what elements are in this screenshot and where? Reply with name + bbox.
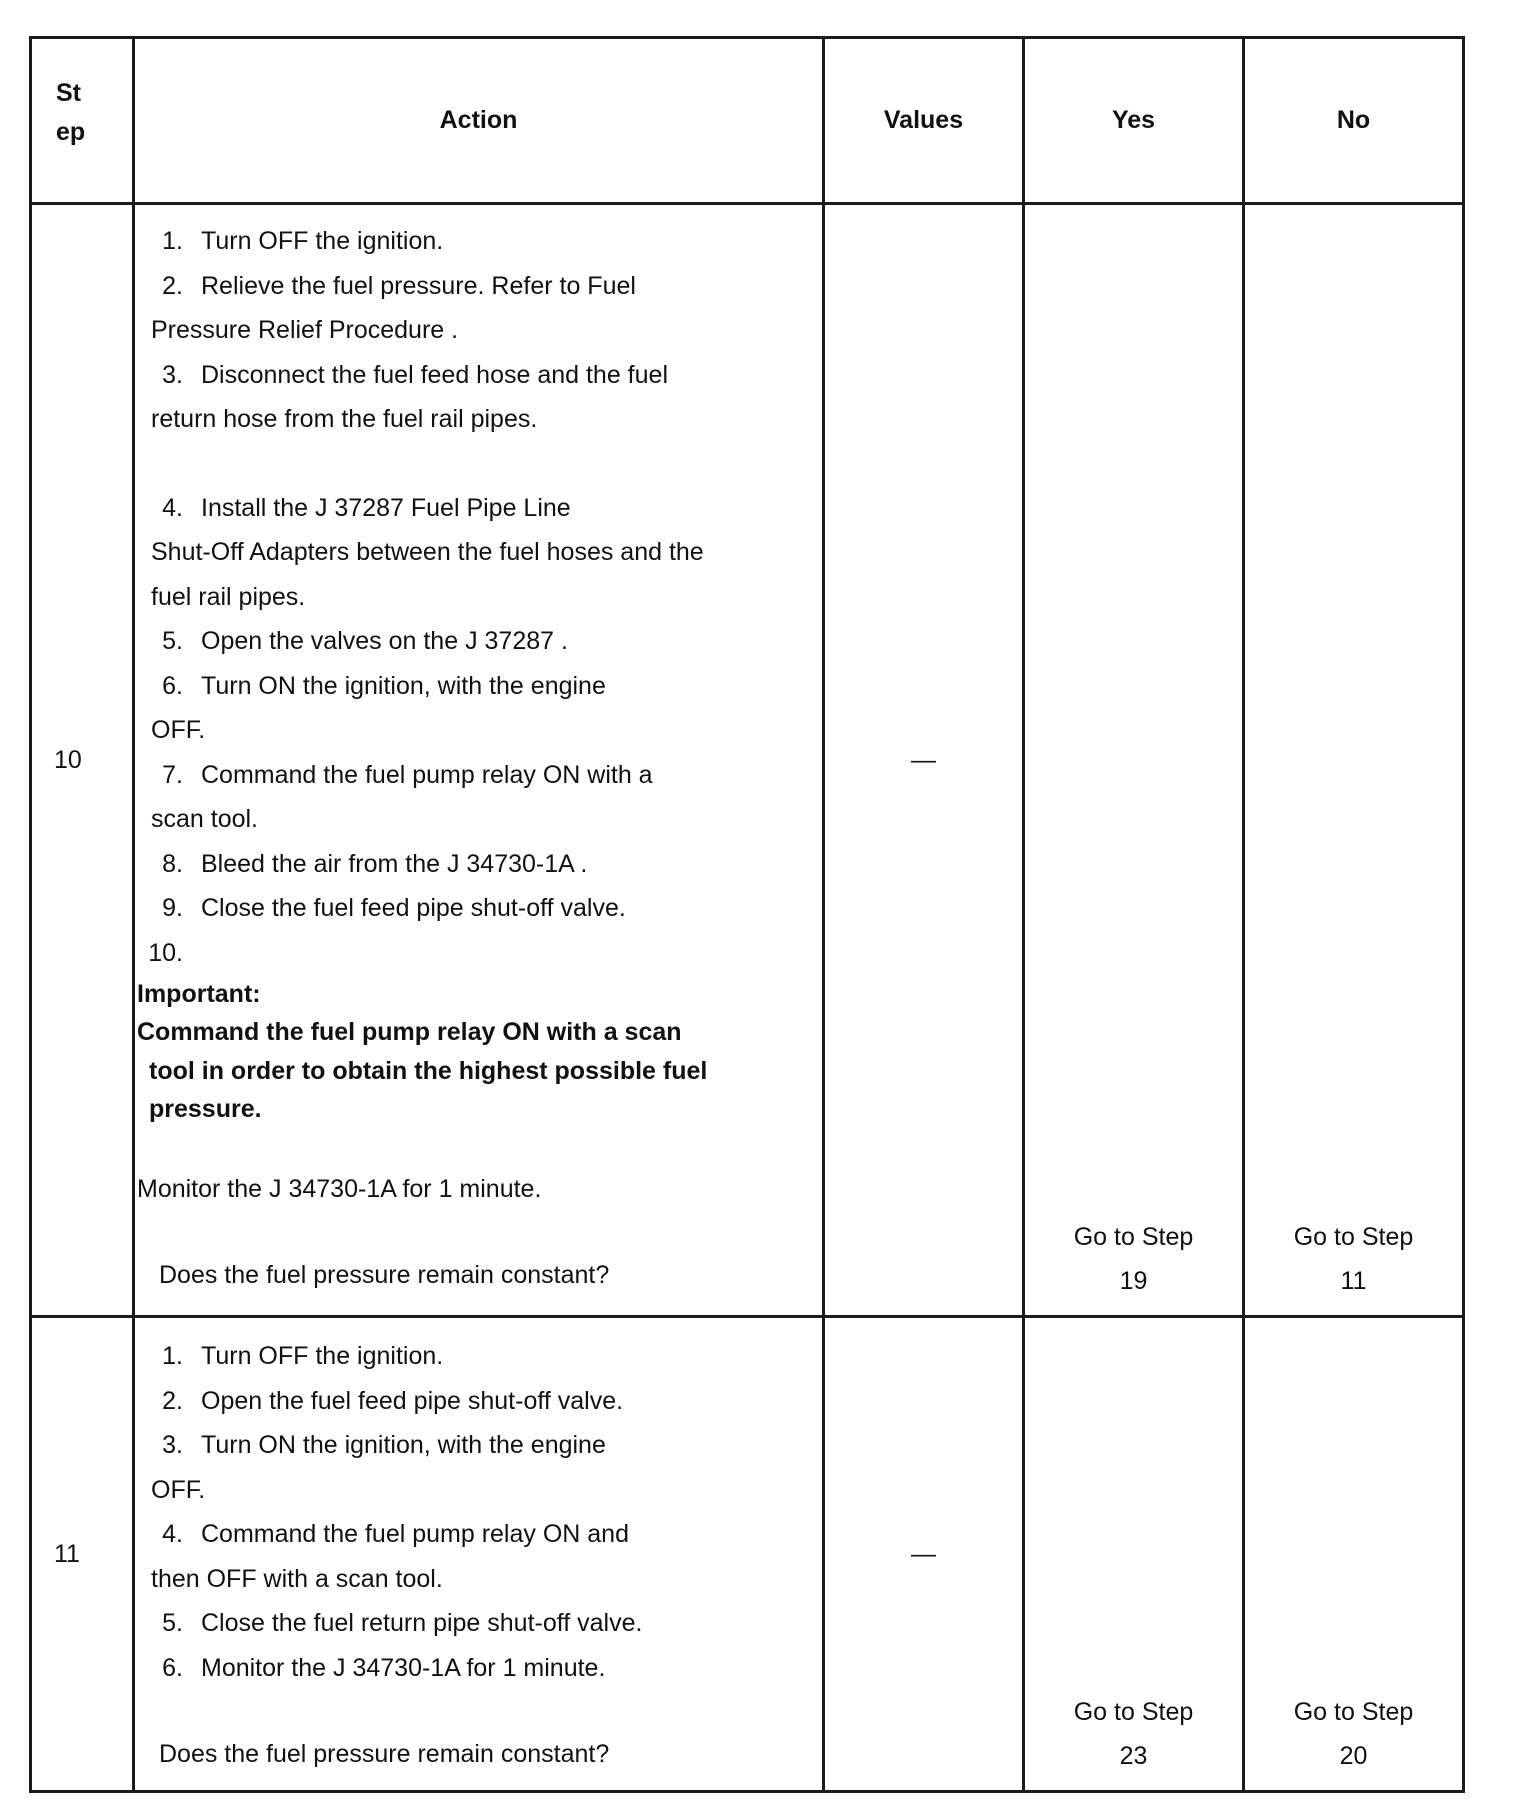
action-item: 4. Command the fuel pump relay ON and <box>162 1520 629 1548</box>
action-item: 1. Turn OFF the ignition. <box>162 227 444 255</box>
action-item: 8. Bleed the air from the J 34730-1A . <box>162 849 588 878</box>
action-item: 7. Command the fuel pump relay ON with a <box>162 760 653 789</box>
action-item: 2. Relieve the fuel pressure. Refer to Fuel <box>162 271 636 300</box>
action-item: 10. <box>148 938 183 967</box>
action-item: 1. Turn OFF the ignition. <box>162 1342 444 1370</box>
step-number: 10 <box>31 204 134 1317</box>
action-item: 2. Open the fuel feed pipe shut-off valve. <box>162 1386 624 1415</box>
question-text: Does the fuel pressure remain constant? <box>159 1740 610 1768</box>
table-row-step-10 <box>31 204 1464 1317</box>
yes-goto: Go to Step 23 <box>1024 1317 1244 1792</box>
action-item: 5. Open the valves on the J 37287 . <box>162 627 568 655</box>
action-item: 9. Close the fuel feed pipe shut-off valve. <box>162 894 626 922</box>
values-cell: — <box>824 1317 1024 1792</box>
no-goto: Go to Step 20 <box>1244 1317 1464 1792</box>
action-cell <box>134 1317 824 1792</box>
action-item-continuation: return hose from the fuel rail pipes. <box>151 405 538 433</box>
action-item: 6. Monitor the J 34730-1A for 1 minute. <box>162 1653 606 1682</box>
action-item: 3. Disconnect the fuel feed hose and the fuel <box>162 360 668 389</box>
question-text: Does the fuel pressure remain constant? <box>159 1260 610 1289</box>
important-note: Command the fuel pump relay ON with a scan tool in order to obtain the highest possible fuel pressure. <box>137 1018 708 1123</box>
step-number: 11 <box>31 1317 134 1792</box>
diagnostic-table <box>29 36 1465 1793</box>
yes-goto: Go to Step 19 <box>1024 204 1244 1317</box>
action-item-continuation: then OFF with a scan tool. <box>151 1564 443 1593</box>
values-cell: — <box>824 204 1024 1317</box>
header-no: No <box>1244 38 1464 204</box>
header-action: Action <box>134 38 824 204</box>
action-item: 6. Turn ON the ignition, with the engine <box>162 671 606 700</box>
header-step-line1: St <box>56 78 81 107</box>
action-item-continuation: fuel rail pipes. <box>151 582 306 611</box>
monitor-instruction: Monitor the J 34730-1A for 1 minute. <box>137 1174 542 1203</box>
action-item-continuation: scan tool. <box>151 805 259 833</box>
header-row <box>31 38 1464 204</box>
action-item: 3. Turn ON the ignition, with the engine <box>162 1431 606 1459</box>
action-item-continuation: Pressure Relief Procedure . <box>151 316 459 344</box>
header-step-line2: ep <box>56 117 86 146</box>
action-cell <box>134 204 824 1317</box>
header-yes: Yes <box>1024 38 1244 204</box>
action-item: 4. Install the J 37287 Fuel Pipe Line <box>162 493 571 522</box>
action-item-continuation: OFF. <box>151 1475 206 1504</box>
no-goto: Go to Step 11 <box>1244 204 1464 1317</box>
action-item-continuation: OFF. <box>151 716 206 744</box>
header-step <box>31 38 134 204</box>
action-item: 5. Close the fuel return pipe shut-off valve. <box>162 1609 643 1637</box>
action-item-continuation: Shut-Off Adapters between the fuel hoses and the <box>151 538 704 566</box>
important-label: Important: <box>137 980 261 1008</box>
header-values: Values <box>824 38 1024 204</box>
table-row-step-11 <box>31 1317 1464 1792</box>
